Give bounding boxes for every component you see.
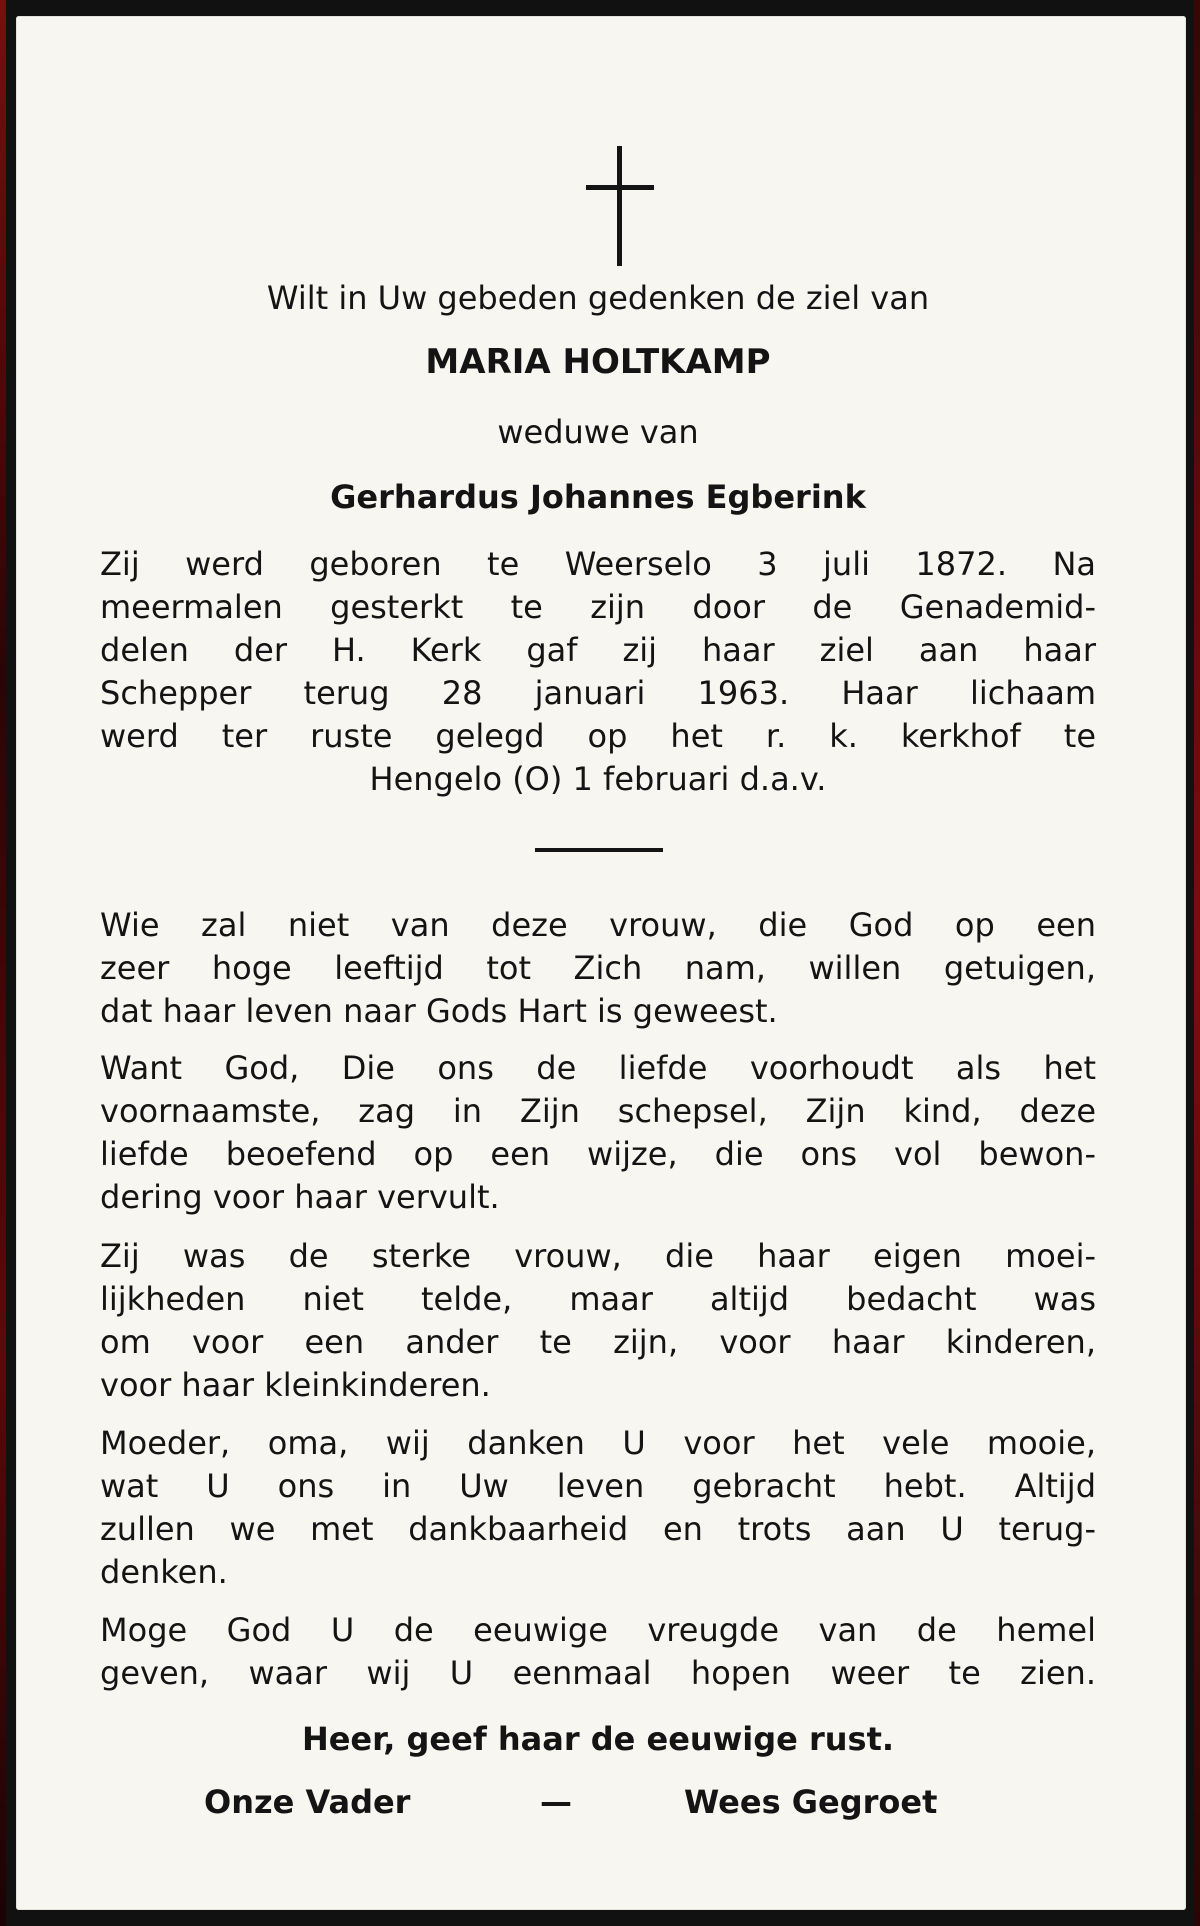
prayer-names [100, 1783, 1096, 1828]
paragraph-line: voor haar kleinkinderen. [100, 1366, 491, 1404]
paragraph-line: voornaamste, zag in Zijn schepsel, Zijn kind, deze [100, 1092, 1096, 1130]
bio-line: Schepper terug 28 januari 1963. Haar lichaam [100, 674, 1096, 712]
paragraph-line: Want God, Die ons de liefde voorhoudt als het [100, 1049, 1096, 1087]
paragraph-line: denken. [100, 1553, 228, 1591]
bio-line: delen der H. Kerk gaf zij haar ziel aan haar [100, 631, 1096, 669]
paragraph-line: Wie zal niet van deze vrouw, die God op een [100, 906, 1096, 944]
paragraph-line: Zij was de sterke vrouw, die haar eigen moei- [100, 1237, 1096, 1275]
paragraph-line: dat haar leven naar Gods Hart is geweest. [100, 992, 778, 1030]
cross-icon [586, 146, 654, 266]
section-divider [535, 848, 663, 852]
prayer-separator: — [540, 1783, 572, 1821]
paragraph-line: geven, waar wij U eenmaal hopen weer te zien. [100, 1654, 1096, 1692]
paragraph-line: om voor een ander te zijn, voor haar kinderen, [100, 1323, 1096, 1361]
bio-line: Hengelo (O) 1 februari d.a.v. [369, 760, 827, 798]
paragraph-line: lijkheden niet telde, maar altijd bedacht was [100, 1280, 1096, 1318]
invocation-line: Wilt in Uw gebeden gedenken de ziel van [266, 279, 930, 317]
deceased-name: MARIA HOLTKAMP [425, 342, 771, 382]
bio-line: werd ter ruste gelegd op het r. k. kerkhof te [100, 717, 1096, 755]
background-edge-right [1194, 0, 1200, 1926]
paragraph-line: Moeder, oma, wij danken U voor het vele mooie, [100, 1424, 1096, 1462]
paragraph-line: zeer hoge leeftijd tot Zich nam, willen getuigen, [100, 949, 1096, 987]
prayer-onze-vader: Onze Vader [204, 1783, 411, 1821]
paragraph-line: liefde beoefend op een wijze, die ons vol bewon- [100, 1135, 1096, 1173]
bio-line: meermalen gesterkt te zijn door de Genademid- [100, 588, 1096, 626]
prayer-wees-gegroet: Wees Gegroet [684, 1783, 938, 1821]
paragraph-line: dering voor haar vervult. [100, 1178, 500, 1216]
paragraph-line: wat U ons in Uw leven gebracht hebt. Altijd [100, 1467, 1096, 1505]
background-edge-left [0, 0, 6, 1926]
paragraph-line: zullen we met dankbaarheid en trots aan U terug- [100, 1510, 1096, 1548]
closing-prayer: Heer, geef haar de eeuwige rust. [301, 1720, 895, 1758]
bio-line: Zij werd geboren te Weerselo 3 juli 1872. Na [100, 545, 1096, 583]
relation-line: weduwe van [497, 413, 699, 451]
paragraph-line: Moge God U de eeuwige vreugde van de hemel [100, 1611, 1096, 1649]
spouse-name: Gerhardus Johannes Egberink [330, 478, 866, 516]
